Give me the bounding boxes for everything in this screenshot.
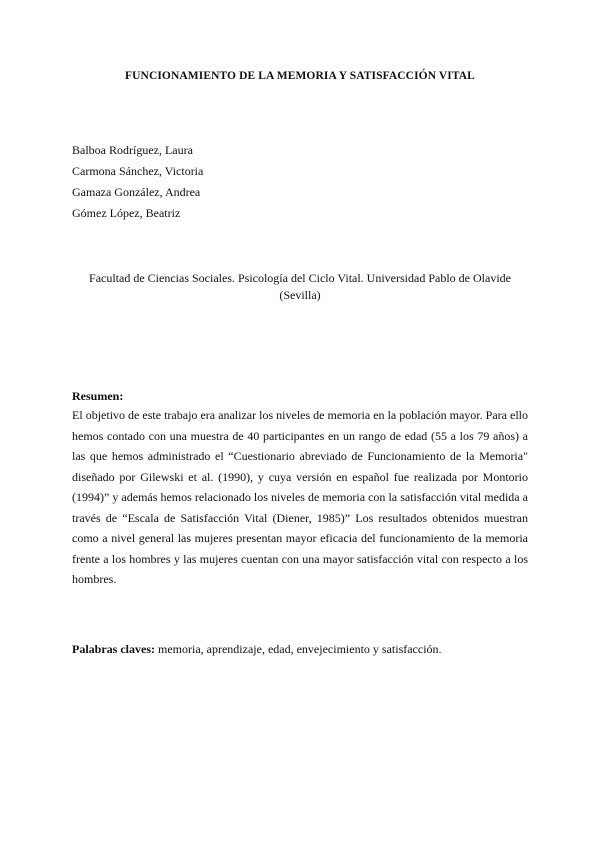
author-name: Carmona Sánchez, Victoria — [72, 164, 204, 178]
abstract-heading: Resumen: — [72, 389, 124, 403]
keywords-label: Palabras claves: — [72, 642, 155, 656]
author-list — [72, 140, 203, 224]
author-name: Balboa Rodríguez, Laura — [72, 143, 193, 157]
document-title: FUNCIONAMIENTO DE LA MEMORIA Y SATISFACCIÓN VITAL — [125, 70, 475, 82]
author-name: Gómez López, Beatriz — [72, 206, 181, 220]
keywords-text: memoria, aprendizaje, edad, envejecimiento y satisfacción. — [155, 642, 442, 656]
author-name: Gamaza González, Andrea — [72, 185, 201, 199]
keywords — [72, 640, 528, 658]
abstract-body: El objetivo de este trabajo era analizar los niveles de memoria en la población mayor. Para ello hemos contado con una muestra de 40 participantes en un rango de edad (55 a los 79 años) a las que hemos administrado el “Cuestionario abreviado de Funcionamiento de la Memoria" diseñado por Gilewski et al. (1990), y cuya versión en español fue realizada por Montorio (1994)” y además hemos relacionado los niveles de memoria con la satisfacción vital medida a través de “Escala de Satisfacción Vital (Diener, 1985)” Los resultados obtenidos muestran como a nivel general las mujeres presentan mayor eficacia del funcionamiento de la memoria frente a los hombres y las mujeres cuentan con una mayor satisfacción vital con respecto a los hombres. — [72, 408, 528, 586]
affiliation: Facultad de Ciencias Sociales. Psicología del Ciclo Vital. Universidad Pablo de Olavide (Sevilla) — [89, 271, 511, 302]
